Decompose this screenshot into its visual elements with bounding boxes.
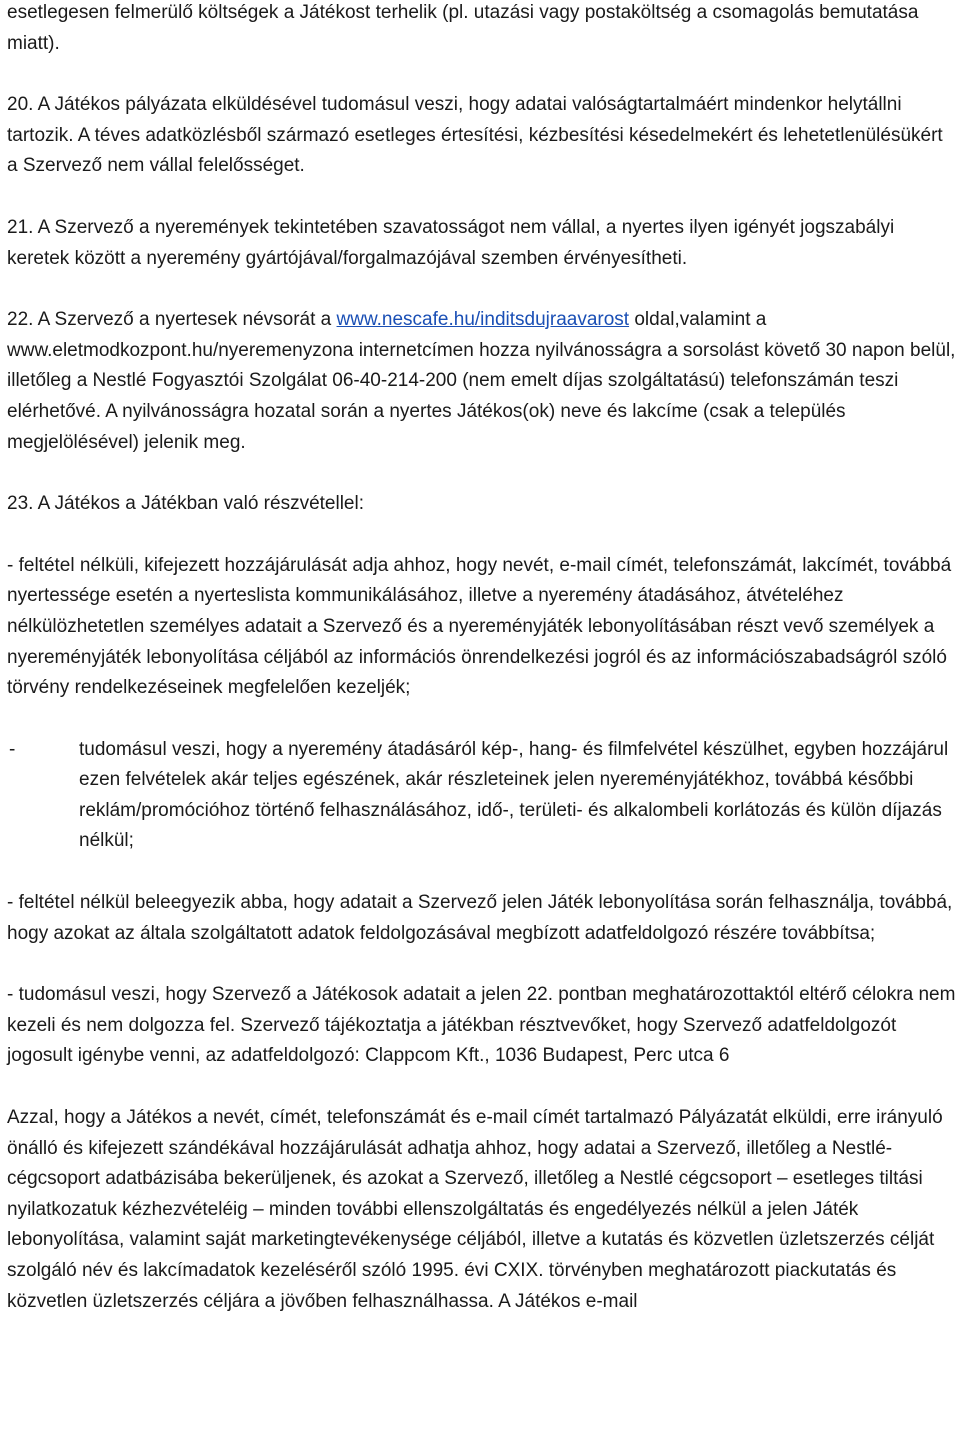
paragraph-22-intro: 22. A Szervező a nyertesek névsorát a xyxy=(7,309,337,331)
consent-item-2-text: tudomásul veszi, hogy a nyeremény átadásáról kép-, hang- és filmfelvétel készülhet, egyben hozzájárul ezen felvételek akár teljes egészének, akár részleteinek jelen nyereményjátékhoz, továbbá későbbi reklám/promócióhoz történő felhasználásához, idő-, területi- és alkalombeli korlátozás és külön díjazás nélkül; xyxy=(79,738,949,852)
list-dash: - xyxy=(9,738,16,760)
spacer xyxy=(7,520,957,551)
consent-item-3: - feltétel nélkül beleegyezik abba, hogy adatait a Szervező jelen Játék lebonyolítása során felhasználja, továbbá, hogy azokat az általa szolgáltatott adatok feldolgozásával megbízott adatfeldolgozó részére továbbítsa; xyxy=(7,892,953,944)
spacer xyxy=(7,1072,957,1103)
spacer xyxy=(7,458,957,489)
consent-item-1: - feltétel nélküli, kifejezett hozzájárulását adja ahhoz, hogy nevét, e-mail címét, telefonszámát, lakcímét, továbbá nyertessége esetén a nyerteslista kommunikálásához, illetve a nyeremény átadásához, átvételéhez nélkülözhetetlen személyes adatait a Szervező és a nyereményjáték lebonyolításában részt vevő személyek a nyereményjáték lebonyolítása céljából az információs önrendelkezési jogról és az információszabadságról szóló törvény rendelkezéseinek megfelelően kezeljék; xyxy=(7,554,952,699)
document-page xyxy=(7,0,957,1317)
paragraph-22-rest: oldal,valamint a www.eletmodkozpont.hu/nyeremenyzona internetcímen hozza nyilvánosságra a sorsolást követő 30 napon belül, illetőleg a Nestlé Fogyasztói Szolgálat 06-40-214-200 (nem emelt díjas szolgáltatású) telefonszámán teszi elérhetővé. A nyilvánosságra hozatal során a nyertes Játékos(ok) neve és lakcíme (csak a település megjelölésével) jelenik meg. xyxy=(7,309,956,453)
spacer xyxy=(7,274,957,305)
spacer xyxy=(7,857,957,888)
paragraph-22 xyxy=(7,305,957,458)
spacer xyxy=(7,949,957,980)
paragraph-20: 20. A Játékos pályázata elküldésével tudomásul veszi, hogy adatai valóságtartalmáért mindenkor helytállni tartozik. A téves adatközlésből származó esetleges értesítési, kézbesítési késedelmekért és lehetetlenülésükért a Szervező nem vállal felelősséget. xyxy=(7,94,943,177)
consent-item-4: - tudomásul veszi, hogy Szervező a Játékosok adatait a jelen 22. pontban meghatározottaktól eltérő célokra nem kezeli és nem dolgozza fel. Szervező tájékoztatja a játékban résztvevőket, hogy Szervező adatfeldolgozót jogosult igénybe venni, az adatfeldolgozó: Clappcom Kft., 1036 Budapest, Perc utca 6 xyxy=(7,984,956,1067)
spacer xyxy=(7,704,957,735)
paragraph-23-heading: 23. A Játékos a Játékban való részvétellel: xyxy=(7,493,364,515)
consent-item-2 xyxy=(7,735,957,857)
paragraph-21: 21. A Szervező a nyeremények tekintetében szavatosságot nem vállal, a nyertes ilyen igényét jogszabályi keretek között a nyeremény gyártójával/forgalmazójával szemben érvényesítheti. xyxy=(7,216,895,269)
paragraph-19-tail: esetlegesen felmerülő költségek a Játékost terhelik (pl. utazási vagy postaköltség a csomagolás bemutatása miatt). xyxy=(7,2,919,54)
nescafe-link[interactable]: www.nescafe.hu/inditsdujraavarost xyxy=(336,309,630,331)
spacer xyxy=(7,182,957,213)
final-paragraph: Azzal, hogy a Játékos a nevét, címét, telefonszámát és e-mail címét tartalmazó Pályázatát elküldi, erre irányuló önálló és kifejezett szándékával hozzájárulását adhatja ahhoz, hogy adatai a Szervező, illetőleg a Nestlé-cégcsoport adatbázisába bekerüljenek, és azokat a Szervező, illetőleg a Nestlé cégcsoport – esetleges tiltási nyilatkozatuk kézhezvételéig – minden további ellenszolgáltatás és engedélyezés nélkül a jelen Játék lebonyolítása, valamint saját marketingtevékenysége céljából, illetve a kutatás és közvetlen üzletszerzés célját szolgáló név és lakcímadatok kezeléséről szóló 1995. évi CXIX. törvényben meghatározott piackutatás és közvetlen üzletszerzés céljára a jövőben felhasználhassa. A Játékos e-mail xyxy=(7,1107,943,1312)
spacer xyxy=(7,59,957,90)
